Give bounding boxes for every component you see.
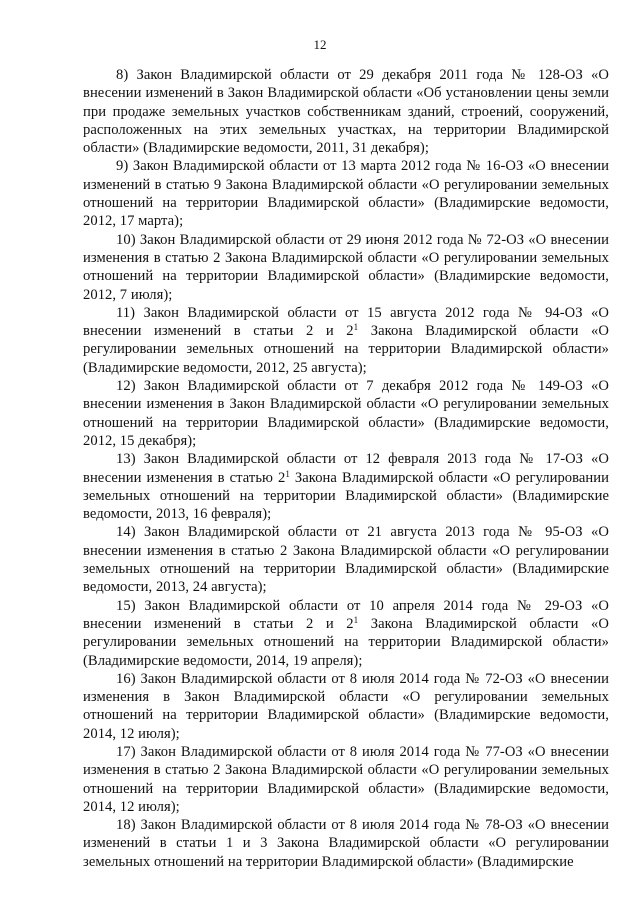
list-item-11-text-before: 11) Закон Владимирской области от 15 августа 2012 года № 94-ОЗ «О внесении изменений в статьи 2 и 2 — [83, 304, 609, 340]
list-item-11 — [83, 304, 609, 377]
list-item-14: 14) Закон Владимирской области от 21 августа 2013 года № 95-ОЗ «О внесении изменения в статью 2 Закона Владимирской области «О регулировании земельных отношений на территории Владимирской области» (Владимирские ведомости, 2013, 24 августа); — [83, 524, 609, 596]
superscript: 1 — [285, 468, 290, 479]
superscript: 1 — [353, 322, 359, 333]
page-number: 12 — [313, 37, 327, 52]
list-item-15-text-after: Закона Владимирской области «О регулировании земельных отношений на территории Владимирской области» (Владимирские ведомости, 2014, 19 апреля); — [83, 615, 609, 669]
document-body — [83, 66, 609, 871]
list-item-13-text-after: Закона Владимирской области «О регулировании земельных отношений на территории Владимирской области» (Владимирские ведомости, 2013, 16 февраля); — [83, 469, 609, 523]
list-item-16: 16) Закон Владимирской области от 8 июля 2014 года № 72-ОЗ «О внесении изменения в Закон Владимирской области «О регулировании земельных отношений на территории Владимирской области» (Владимирские ведомости, 2014, 12 июля); — [83, 670, 609, 742]
superscript: 1 — [353, 614, 359, 625]
list-item-13-text-before: 13) Закон Владимирской области от 12 февраля 2013 года № 17-ОЗ «О внесении изменения в статью 2 — [83, 451, 609, 486]
list-item-15 — [83, 597, 609, 670]
list-item-9: 9) Закон Владимирской области от 13 марта 2012 года № 16-ОЗ «О внесении изменений в статью 9 Закона Владимирской области «О регулировании земельных отношений на территории Владимирской области» (Владимирские ведомости, 2012, 17 марта); — [83, 158, 609, 230]
list-item-8: 8) Закон Владимирской области от 29 декабря 2011 года № 128-ОЗ «О внесении изменений в Закон Владимирской области «Об установлении цены земли при продаже земельных участков собственникам зданий, строений, сооружений, расположенных на этих земельных участках, на территории Владимирской области» (Владимирские ведомости, 2011, 31 декабря); — [83, 67, 609, 157]
list-item-17: 17) Закон Владимирской области от 8 июля 2014 года № 77-ОЗ «О внесении изменения в статью 2 Закона Владимирской области «О регулировании земельных отношений на территории Владимирской области» (Владимирские ведомости, 2014, 12 июля); — [83, 743, 609, 815]
list-item-12: 12) Закон Владимирской области от 7 декабря 2012 года № 149-ОЗ «О внесении изменения в Закон Владимирской области «О регулировании земельных отношений на территории Владимирской области» (Владимирские ведомости, 2012, 15 декабря); — [83, 378, 609, 449]
list-item-10: 10) Закон Владимирской области от 29 июня 2012 года № 72-ОЗ «О внесении изменения в статью 2 Закона Владимирской области «О регулировании земельных отношений на территории Владимирской области» (Владимирские ведомости, 2012, 7 июля); — [83, 231, 609, 303]
list-item-13 — [83, 450, 609, 523]
list-item-18: 18) Закон Владимирской области от 8 июля 2014 года № 78-ОЗ «О внесении изменений в статьи 1 и 3 Закона Владимирской области «О регулировании земельных отношений на территории Владимирской области» (Владимирские — [83, 817, 609, 870]
list-item-15-text-before: 15) Закон Владимирской области от 10 апреля 2014 года № 29-ОЗ «О внесении изменений в статьи 2 и 2 — [83, 597, 609, 632]
list-item-11-text-after: Закона Владимирской области «О регулировании земельных отношений на территории Владимирской области» (Владимирские ведомости, 2012, 25 августа); — [83, 323, 609, 376]
